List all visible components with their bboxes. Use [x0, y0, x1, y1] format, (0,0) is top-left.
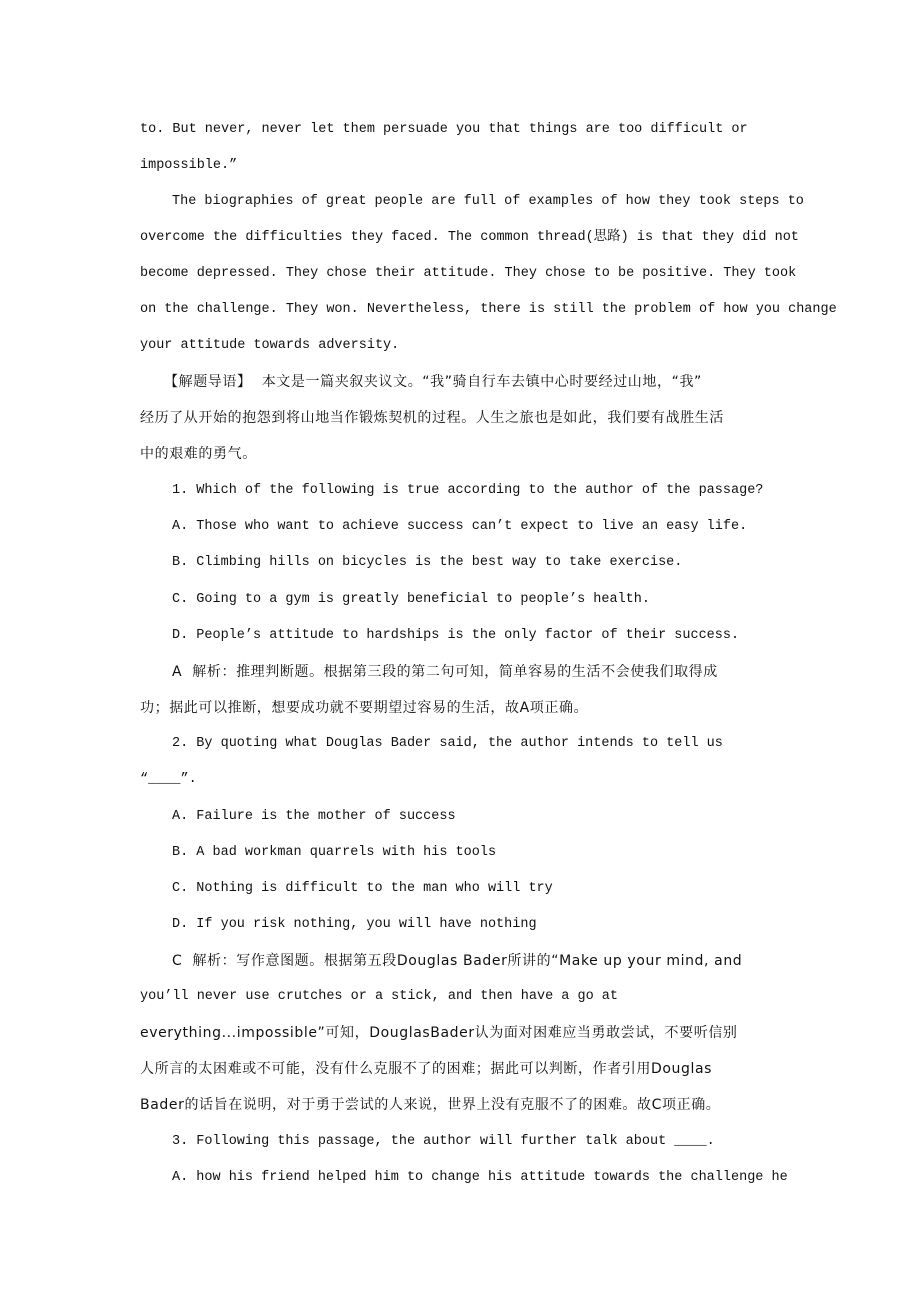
text-line: become depressed. They chose their attitude. They chose to be positive. They took [140, 266, 797, 281]
text-line: everything...impossible”可知，DouglasBader认为面对困难应当勇敢尝试，不要听信别 [140, 1025, 738, 1041]
text-line: “____”. [140, 772, 197, 787]
text-line: your attitude towards adversity. [140, 338, 400, 353]
text-line: to. But never, never let them persuade you that things are too difficult or [140, 122, 748, 137]
option-2b: B. A bad workman quarrels with his tools [172, 845, 497, 860]
question-3: 3. Following this passage, the author will further talk about ____. [172, 1134, 715, 1149]
text-line: The biographies of great people are full of examples of how they took steps to [172, 194, 804, 209]
option-3a: A. how his friend helped him to change his attitude towards the challenge he [172, 1170, 788, 1185]
question-1: 1. Which of the following is true according to the author of the passage? [172, 483, 764, 498]
option-1c: C. Going to a gym is greatly beneficial to people’s health. [172, 592, 650, 607]
text-line: 中的艰难的勇气。 [140, 446, 257, 462]
text-line: overcome the difficulties they faced. The common thread(思路) is that they did not [140, 230, 799, 245]
text-line: 功；据此可以推断，想要成功就不要期望过容易的生活，故A项正确。 [140, 700, 589, 716]
question-2: 2. By quoting what Douglas Bader said, the author intends to tell us [172, 736, 723, 751]
answer-2: C 解析：写作意图题。根据第五段Douglas Bader所讲的“Make up your mind, and [172, 953, 743, 969]
guide-heading-line: 【解题导语】 本文是一篇夹叙夹议文。“我”骑自行车去镇中心时要经过山地，“我” [164, 374, 702, 390]
option-2c: C. Nothing is difficult to the man who will try [172, 881, 553, 896]
option-2a: A. Failure is the mother of success [172, 809, 456, 824]
text-line: on the challenge. They won. Nevertheless, there is still the problem of how you change [140, 302, 837, 317]
answer-1: A 解析：推理判断题。根据第三段的第二句可知，简单容易的生活不会使我们取得成 [172, 664, 718, 680]
text-line: 人所言的太困难或不可能，没有什么克服不了的困难；据此可以判断，作者引用Douglas [140, 1061, 713, 1077]
text-line: you’ll never use crutches or a stick, and then have a go at [140, 989, 618, 1004]
text-line: Bader的话旨在说明，对于勇于尝试的人来说，世界上没有克服不了的困难。故C项正确。 [140, 1097, 721, 1113]
text-line: impossible.” [140, 158, 238, 173]
text-line: 经历了从开始的抱怨到将山地当作锻炼契机的过程。人生之旅也是如此，我们要有战胜生活 [140, 410, 724, 426]
option-1d: D. People’s attitude to hardships is the only factor of their success. [172, 628, 740, 643]
option-2d: D. If you risk nothing, you will have nothing [172, 917, 537, 932]
option-1a: A. Those who want to achieve success can’t expect to live an easy life. [172, 519, 748, 534]
option-1b: B. Climbing hills on bicycles is the best way to take exercise. [172, 555, 683, 570]
